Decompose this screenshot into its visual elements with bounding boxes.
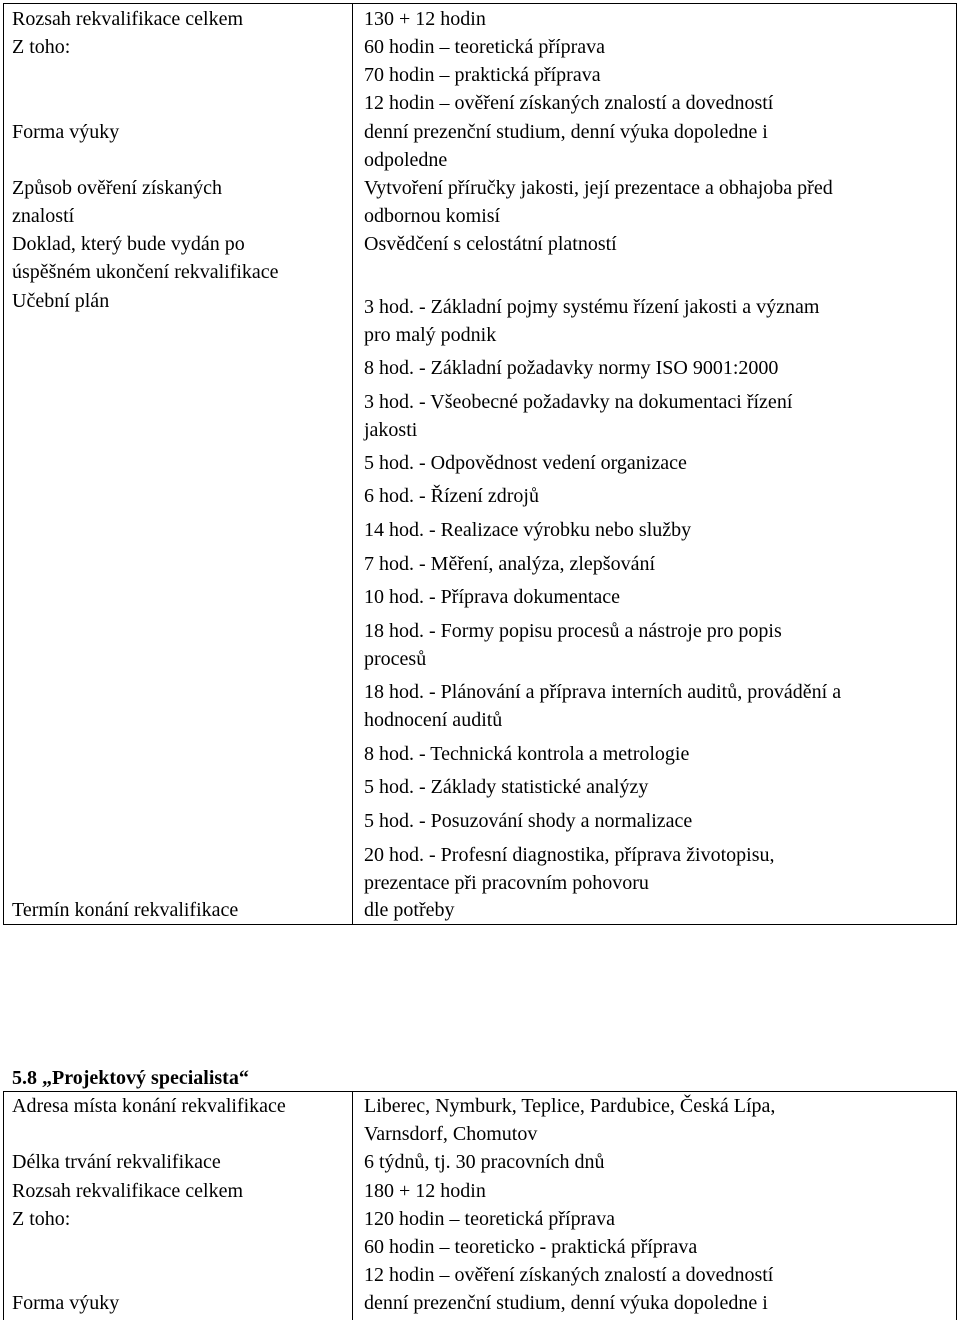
t2-value-address-1: Liberec, Nymburk, Teplice, Pardubice, Česká Lípa, <box>364 1095 776 1117</box>
t2-value-breakdown-1: 120 hodin – teoretická příprava <box>364 1208 616 1230</box>
row-value-term: dle potřeby <box>364 899 455 921</box>
curriculum-item: 18 hod. - Plánování a příprava interních auditů, provádění a <box>364 681 842 703</box>
curriculum-item: 6 hod. - Řízení zdrojů <box>364 485 539 507</box>
t2-label-duration: Délka trvání rekvalifikace <box>12 1151 221 1173</box>
curriculum-item: 7 hod. - Měření, analýza, zlepšování <box>364 553 656 575</box>
t2-label-address: Adresa místa konání rekvalifikace <box>12 1095 286 1117</box>
row-label-certificate-2: úspěšném ukončení rekvalifikace <box>12 261 279 283</box>
t2-label-scope: Rozsah rekvalifikace celkem <box>12 1180 243 1202</box>
row-label-verification-2: znalostí <box>12 205 75 227</box>
curriculum-item: 20 hod. - Profesní diagnostika, příprava životopisu, <box>364 844 775 866</box>
row-value-certificate: Osvědčení s celostátní platností <box>364 233 617 255</box>
curriculum-item: procesů <box>364 648 427 670</box>
row-value-verification-2: odbornou komisí <box>364 205 501 227</box>
curriculum-item: 10 hod. - Příprava dokumentace <box>364 586 621 608</box>
table2-left-border <box>3 1091 4 1320</box>
t2-label-breakdown: Z toho: <box>12 1208 71 1230</box>
row-value-breakdown-1: 60 hodin – teoretická příprava <box>364 36 606 58</box>
row-label-form: Forma výuky <box>12 121 120 143</box>
t2-value-form: denní prezenční studium, denní výuka dopoledne i <box>364 1292 768 1314</box>
row-value-form-1: denní prezenční studium, denní výuka dopoledne i <box>364 121 768 143</box>
curriculum-item: 5 hod. - Základy statistické analýzy <box>364 776 649 798</box>
row-value-breakdown-2: 70 hodin – praktická příprava <box>364 64 601 86</box>
curriculum-item: hodnocení auditů <box>364 709 503 731</box>
curriculum-item: jakosti <box>364 419 418 441</box>
table1-right-border <box>956 3 957 925</box>
row-label-term: Termín konání rekvalifikace <box>12 899 239 921</box>
curriculum-item: 8 hod. - Technická kontrola a metrologie <box>364 743 690 765</box>
curriculum-item: pro malý podnik <box>364 324 497 346</box>
curriculum-item: 5 hod. - Posuzování shody a normalizace <box>364 810 693 832</box>
row-label-breakdown: Z toho: <box>12 36 71 58</box>
table2-right-border <box>956 1091 957 1320</box>
row-value-breakdown-3: 12 hodin – ověření získaných znalostí a dovedností <box>364 92 774 114</box>
table1-bottom-border <box>3 924 957 925</box>
curriculum-item: 5 hod. - Odpovědnost vedení organizace <box>364 452 687 474</box>
row-label-curriculum: Učební plán <box>12 290 110 312</box>
row-label-scope: Rozsah rekvalifikace celkem <box>12 8 243 30</box>
row-value-scope: 130 + 12 hodin <box>364 8 486 30</box>
row-value-verification-1: Vytvoření příručky jakosti, její prezentace a obhajoba před <box>364 177 833 199</box>
t2-value-scope: 180 + 12 hodin <box>364 1180 486 1202</box>
table1-col-divider <box>352 3 353 925</box>
t2-value-breakdown-3: 12 hodin – ověření získaných znalostí a dovedností <box>364 1264 774 1286</box>
curriculum-item: 3 hod. - Základní pojmy systému řízení jakosti a význam <box>364 296 820 318</box>
t2-label-form: Forma výuky <box>12 1292 120 1314</box>
section-heading: 5.8 „Projektový specialista“ <box>12 1067 249 1089</box>
table1-left-border <box>3 3 4 925</box>
t2-value-breakdown-2: 60 hodin – teoreticko - praktická příprava <box>364 1236 698 1258</box>
row-value-form-2: odpoledne <box>364 149 448 171</box>
curriculum-item: 14 hod. - Realizace výrobku nebo služby <box>364 519 692 541</box>
t2-value-duration: 6 týdnů, tj. 30 pracovních dnů <box>364 1151 605 1173</box>
row-label-certificate-1: Doklad, který bude vydán po <box>12 233 245 255</box>
table1-top-border <box>3 3 957 4</box>
table2-col-divider <box>352 1091 353 1320</box>
curriculum-item: prezentace při pracovním pohovoru <box>364 872 649 894</box>
curriculum-item: 18 hod. - Formy popisu procesů a nástroje pro popis <box>364 620 782 642</box>
t2-value-address-2: Varnsdorf, Chomutov <box>364 1123 538 1145</box>
curriculum-item: 3 hod. - Všeobecné požadavky na dokumentaci řízení <box>364 391 793 413</box>
row-label-verification-1: Způsob ověření získaných <box>12 177 222 199</box>
curriculum-item: 8 hod. - Základní požadavky normy ISO 9001:2000 <box>364 357 779 379</box>
